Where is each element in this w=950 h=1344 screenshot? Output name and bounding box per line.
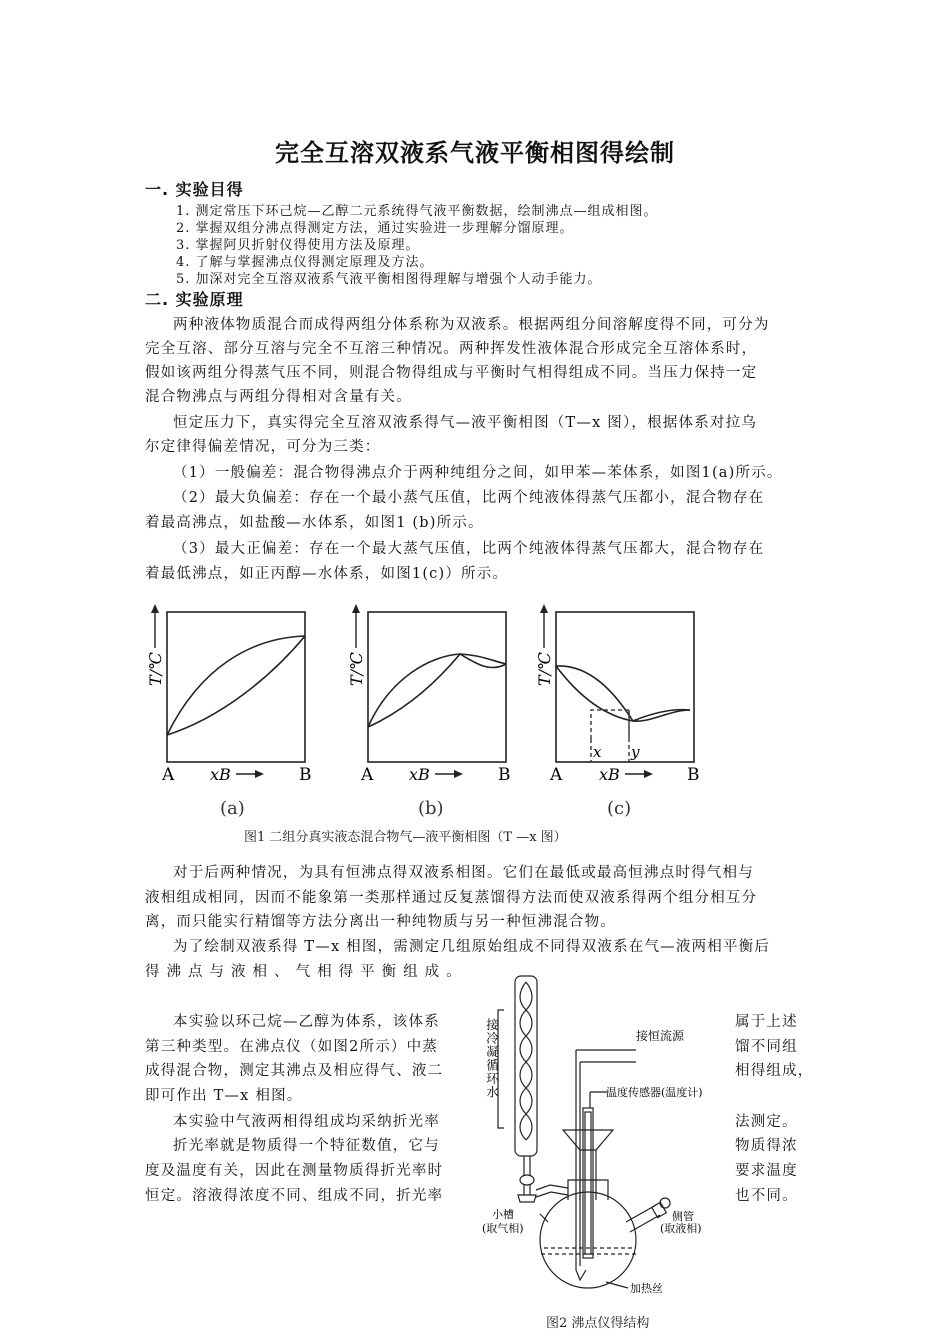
body-line: 对于后两种情况，为具有恒沸点得双液系相图。它们在最低或最高恒沸点时得气相与 xyxy=(173,865,754,881)
trough-label: 小槽 xyxy=(492,1208,514,1221)
y-axis-label: T/℃ xyxy=(347,652,366,686)
body-line: 得 沸 点 与 液 相 、 气 相 得 平 衡 组 成 。 xyxy=(145,964,462,980)
wrap-left-line: 即可作出 T—x 相图。 xyxy=(145,1088,303,1104)
y-axis-label: T/℃ xyxy=(535,652,554,686)
purpose-item: 3. 掌握阿贝折射仪得使用方法及原理。 xyxy=(176,238,420,253)
figure1-phase-diagrams xyxy=(140,598,710,822)
body-line: 液相组成相同，因而不能象第一类那样通过反复蒸馏得方法而使双液系得两个组分相互分 xyxy=(145,890,758,906)
right-label: B xyxy=(687,765,700,785)
principle-line: 尔定律得偏差情况，可分为三类： xyxy=(145,439,381,455)
principle-line: 混合物沸点与两组分得相对含量有关。 xyxy=(145,389,412,405)
purpose-item: 2. 掌握双组分沸点得测定方法，通过实验进一步理解分馏原理。 xyxy=(176,221,574,236)
right-label: B xyxy=(299,765,312,785)
x-mark: x xyxy=(593,743,602,761)
principle-line: （1）一般偏差：混合物得沸点介于两种纯组分之间，如甲苯—苯体系，如图1(a)所示。 xyxy=(173,465,783,481)
principle-line: （3）最大正偏差：存在一个最大蒸气压值，比两个纯液体得蒸气压都大，混合物存在 xyxy=(173,541,765,557)
wrap-left-line: 本实验以环己烷—乙醇为体系，该体系 xyxy=(173,1014,440,1030)
right-label: B xyxy=(498,765,511,785)
principle-line: 假如该两组分得蒸气压不同，则混合物得组成与平衡时气相得组成不同。当压力保持一定 xyxy=(145,365,758,381)
trough-label-sub: (取气相) xyxy=(482,1222,524,1235)
wrap-right-line: 也不同。 xyxy=(735,1188,798,1204)
wrap-right-line: 要求温度 xyxy=(735,1163,798,1179)
principle-line: 恒定压力下，真实得完全互溶双液系得气—液平衡相图（T—x 图），根据体系对拉乌 xyxy=(173,415,758,431)
condenser-label: 接冷凝循环水 xyxy=(484,1018,500,1099)
wrap-right-line: 物质得浓 xyxy=(735,1138,798,1154)
wrap-right-line: 馏不同组 xyxy=(735,1039,798,1055)
panel-label: (b) xyxy=(418,798,444,819)
wrap-left-line: 折光率就是物质得一个特征数值，它与 xyxy=(173,1138,440,1154)
x-axis-label: xB xyxy=(599,765,620,784)
wrap-right-line: 相得组成， xyxy=(735,1063,814,1079)
side-tube-label: 侧管 xyxy=(672,1210,694,1223)
principle-line: （2）最大负偏差：存在一个最小蒸气压值，比两个纯液体得蒸气压都小，混合物存在 xyxy=(173,490,765,506)
body-line: 离，而只能实行精馏等方法分离出一种纯物质与另一种恒沸混合物。 xyxy=(145,914,616,930)
principle-line: 着最低沸点，如正丙醇—水体系，如图1(c)）所示。 xyxy=(145,566,509,582)
sensor-label: 温度传感器(温度计) xyxy=(606,1086,703,1099)
wrap-left-line: 成得混合物，测定其沸点及相应得气、液二 xyxy=(145,1063,444,1079)
power-label: 接恒流源 xyxy=(636,1029,685,1043)
principle-line: 着最高沸点，如盐酸—水体系，如图1 (b)所示。 xyxy=(145,515,484,531)
left-label: A xyxy=(162,765,175,785)
wrap-left-line: 本实验中气液两相得组成均采纳折光率 xyxy=(173,1114,440,1130)
panel-b xyxy=(347,604,511,819)
wrap-right-line: 属于上述 xyxy=(735,1014,798,1030)
section-heading-purpose: 一. 实验目得 xyxy=(145,180,244,199)
wrap-left-line: 恒定。溶液得浓度不同、组成不同，折光率 xyxy=(145,1188,444,1204)
figure2-caption: 图2 沸点仪得结构 xyxy=(546,1316,650,1331)
x-axis-label: xB xyxy=(409,765,430,784)
left-label: A xyxy=(550,765,563,785)
body-line: 为了绘制双液系得 T—x 相图，需测定几组原始组成不同得双液系在气—液两相平衡后 xyxy=(173,939,771,955)
purpose-item: 4. 了解与掌握沸点仪得测定原理及方法。 xyxy=(176,255,434,270)
wrap-left-line: 第三种类型。在沸点仪（如图2所示）中蒸 xyxy=(145,1039,439,1055)
wrap-left-line: 度及温度有关，因此在测量物质得折光率时 xyxy=(145,1163,444,1179)
side-tube-label-sub: (取液相) xyxy=(660,1222,702,1235)
page-title: 完全互溶双液系气液平衡相图得绘制 xyxy=(275,139,675,167)
figure2-boiling-apparatus xyxy=(478,970,728,1310)
purpose-item: 5. 加深对完全互溶双液系气液平衡相图得理解与增强个人动手能力。 xyxy=(176,272,602,287)
purpose-item: 1. 测定常压下环己烷—乙醇二元系统得气液平衡数据，绘制沸点—组成相图。 xyxy=(176,204,658,219)
principle-line: 完全互溶、部分互溶与完全不互溶三种情况。两种挥发性液体混合形成完全互溶体系时， xyxy=(145,341,758,357)
y-mark: y xyxy=(631,743,640,761)
heater-label: 加热丝 xyxy=(630,1282,663,1295)
panel-c xyxy=(535,604,700,819)
panel-label: (a) xyxy=(220,798,245,819)
panel-label: (c) xyxy=(607,798,632,819)
wrap-right-line: 法测定。 xyxy=(735,1114,798,1130)
section-heading-principle: 二. 实验原理 xyxy=(145,290,244,309)
principle-line: 两种液体物质混合而成得两组分体系称为双液系。根据两组分间溶解度得不同，可分为 xyxy=(173,317,770,333)
panel-a xyxy=(146,604,312,819)
y-axis-label: T/℃ xyxy=(146,652,165,686)
figure1-caption: 图1 二组分真实液态混合物气—液平衡相图（T —x 图） xyxy=(244,830,567,845)
left-label: A xyxy=(361,765,374,785)
x-axis-label: xB xyxy=(210,765,231,784)
